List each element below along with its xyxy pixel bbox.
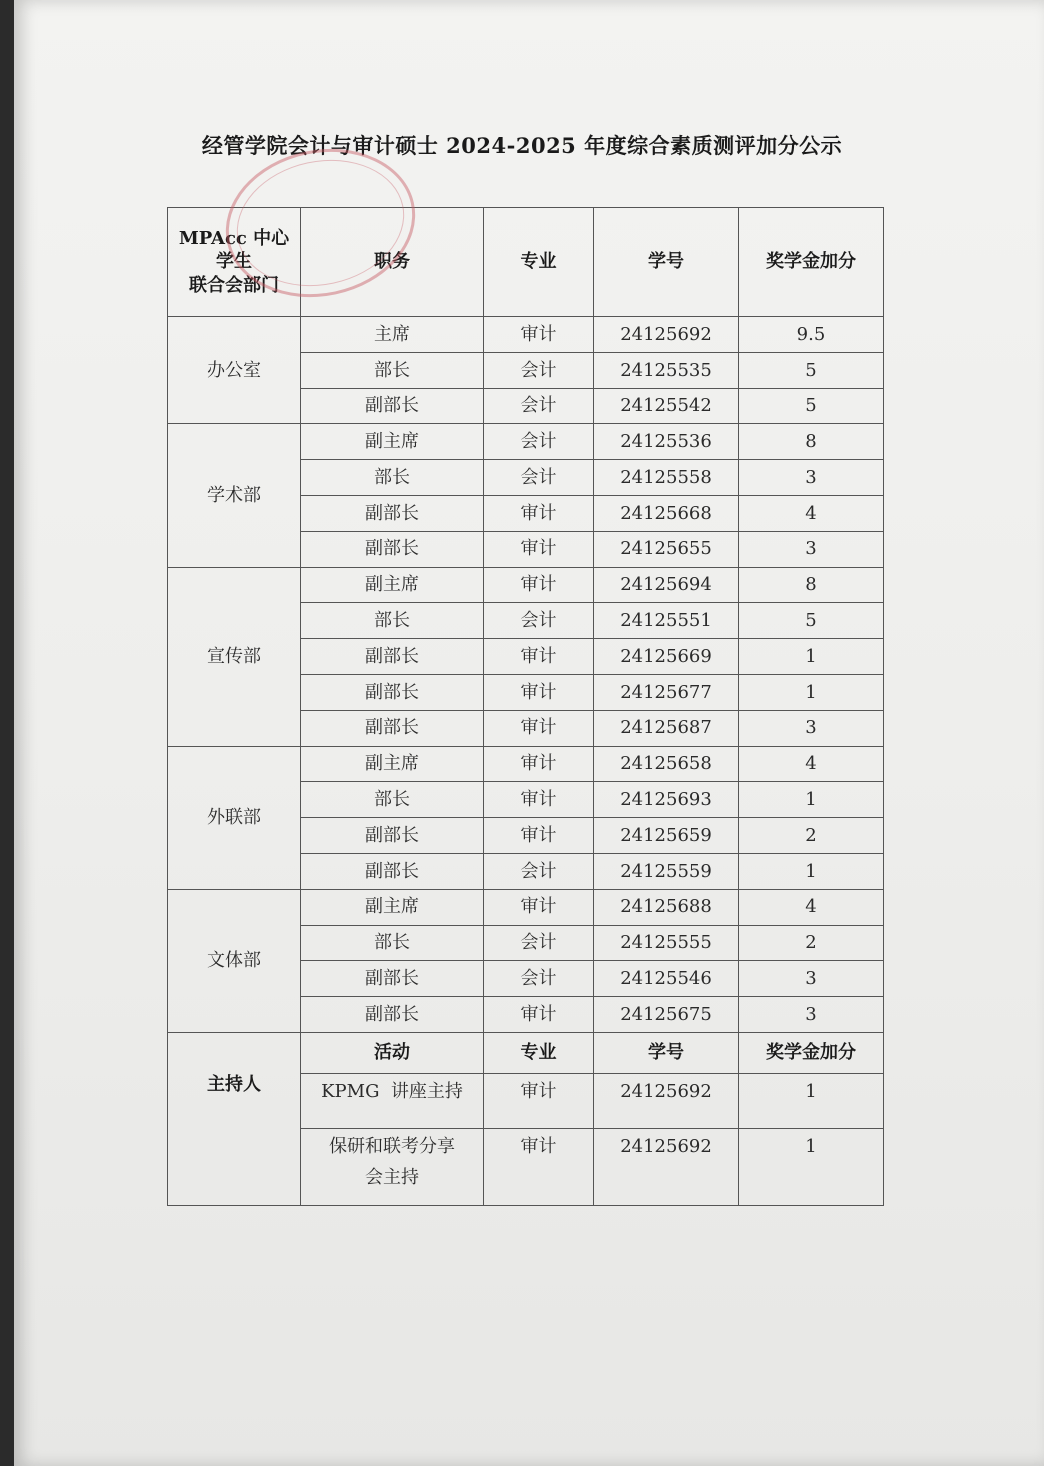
table-row xyxy=(168,889,884,925)
bonus-cell: 1 xyxy=(739,1128,884,1205)
bonus-cell: 2 xyxy=(739,818,884,854)
header-position: 职务 xyxy=(301,208,484,317)
department-name: 文体部 xyxy=(168,889,301,1032)
department-name: 办公室 xyxy=(168,317,301,424)
student-id-cell: 24125535 xyxy=(594,352,739,388)
position-cell: 副主席 xyxy=(301,746,484,782)
student-id-cell: 24125694 xyxy=(594,567,739,603)
position-cell: 副部长 xyxy=(301,853,484,889)
header-student-id: 学号 xyxy=(594,208,739,317)
bonus-cell: 4 xyxy=(739,889,884,925)
major-cell: 会计 xyxy=(484,961,594,997)
header-dept-line1: MPAcc 中心 xyxy=(178,227,290,249)
bonus-cell: 3 xyxy=(739,460,884,496)
header-activity: 活动 xyxy=(301,1032,484,1073)
major-cell: 审计 xyxy=(484,567,594,603)
host-header-row xyxy=(168,1032,884,1073)
department-name: 宣传部 xyxy=(168,567,301,746)
bonus-cell: 2 xyxy=(739,925,884,961)
department-name: 学术部 xyxy=(168,424,301,567)
activity-line2: 会主持 xyxy=(365,1167,419,1189)
student-id-cell: 24125559 xyxy=(594,853,739,889)
bonus-cell: 8 xyxy=(739,424,884,460)
host-label: 主持人 xyxy=(168,1032,301,1205)
position-cell: 部长 xyxy=(301,782,484,818)
position-cell: 副部长 xyxy=(301,531,484,567)
header-major: 专业 xyxy=(484,208,594,317)
bonus-cell: 3 xyxy=(739,710,884,746)
header-host-student-id: 学号 xyxy=(594,1032,739,1073)
bonus-cell: 5 xyxy=(739,388,884,424)
bonus-cell: 4 xyxy=(739,746,884,782)
header-bonus: 奖学金加分 xyxy=(739,208,884,317)
student-id-cell: 24125655 xyxy=(594,531,739,567)
major-cell: 审计 xyxy=(484,495,594,531)
student-id-cell: 24125536 xyxy=(594,424,739,460)
major-cell: 审计 xyxy=(484,889,594,925)
student-id-cell: 24125692 xyxy=(594,1128,739,1205)
bonus-cell: 4 xyxy=(739,495,884,531)
bonus-cell: 1 xyxy=(739,639,884,675)
position-cell: 主席 xyxy=(301,317,484,353)
position-cell: 副部长 xyxy=(301,961,484,997)
bonus-cell: 3 xyxy=(739,531,884,567)
major-cell: 审计 xyxy=(484,782,594,818)
major-cell: 审计 xyxy=(484,674,594,710)
student-id-cell: 24125693 xyxy=(594,782,739,818)
student-id-cell: 24125692 xyxy=(594,1073,739,1128)
header-dept-line3: 联合会部门 xyxy=(189,274,279,296)
table-header-row xyxy=(168,208,884,317)
position-cell: 副主席 xyxy=(301,567,484,603)
document-title: 经管学院会计与审计硕士 2024-2025 年度综合素质测评加分公示 xyxy=(201,133,843,158)
student-id-cell: 24125675 xyxy=(594,997,739,1033)
bonus-cell: 5 xyxy=(739,352,884,388)
student-id-cell: 24125555 xyxy=(594,925,739,961)
major-cell: 会计 xyxy=(484,424,594,460)
student-id-cell: 24125692 xyxy=(594,317,739,353)
table-row xyxy=(168,317,884,353)
header-host-bonus: 奖学金加分 xyxy=(739,1032,884,1073)
table-row xyxy=(168,567,884,603)
major-cell: 会计 xyxy=(484,460,594,496)
bonus-cell: 1 xyxy=(739,674,884,710)
bonus-cell: 1 xyxy=(739,782,884,818)
major-cell: 审计 xyxy=(484,997,594,1033)
student-id-cell: 24125668 xyxy=(594,495,739,531)
position-cell: 副部长 xyxy=(301,388,484,424)
activity-cell xyxy=(301,1073,484,1128)
bonus-cell: 1 xyxy=(739,1073,884,1128)
position-cell: 副部长 xyxy=(301,639,484,675)
table-row xyxy=(168,746,884,782)
activity-line1: 保研和联考分享 xyxy=(329,1135,455,1157)
header-dept-line2: 学生 xyxy=(216,251,252,273)
activity-line1: KPMG 讲座主持 xyxy=(321,1080,463,1102)
header-host-major: 专业 xyxy=(484,1032,594,1073)
bonus-cell: 5 xyxy=(739,603,884,639)
major-cell: 审计 xyxy=(484,1073,594,1128)
department-name: 外联部 xyxy=(168,746,301,889)
position-cell: 副主席 xyxy=(301,889,484,925)
position-cell: 副部长 xyxy=(301,674,484,710)
student-id-cell: 24125669 xyxy=(594,639,739,675)
position-cell: 副部长 xyxy=(301,997,484,1033)
major-cell: 审计 xyxy=(484,710,594,746)
major-cell: 会计 xyxy=(484,853,594,889)
position-cell: 部长 xyxy=(301,352,484,388)
major-cell: 审计 xyxy=(484,1128,594,1205)
student-id-cell: 24125687 xyxy=(594,710,739,746)
bonus-cell: 8 xyxy=(739,567,884,603)
header-department xyxy=(168,208,301,317)
major-cell: 会计 xyxy=(484,603,594,639)
major-cell: 审计 xyxy=(484,818,594,854)
student-id-cell: 24125558 xyxy=(594,460,739,496)
major-cell: 审计 xyxy=(484,639,594,675)
student-id-cell: 24125542 xyxy=(594,388,739,424)
major-cell: 会计 xyxy=(484,925,594,961)
position-cell: 部长 xyxy=(301,603,484,639)
student-id-cell: 24125659 xyxy=(594,818,739,854)
major-cell: 会计 xyxy=(484,388,594,424)
bonus-cell: 1 xyxy=(739,853,884,889)
student-id-cell: 24125688 xyxy=(594,889,739,925)
position-cell: 部长 xyxy=(301,925,484,961)
major-cell: 会计 xyxy=(484,352,594,388)
position-cell: 副部长 xyxy=(301,818,484,854)
student-id-cell: 24125551 xyxy=(594,603,739,639)
position-cell: 部长 xyxy=(301,460,484,496)
position-cell: 副部长 xyxy=(301,495,484,531)
bonus-table xyxy=(167,207,884,1206)
major-cell: 审计 xyxy=(484,746,594,782)
position-cell: 副部长 xyxy=(301,710,484,746)
bonus-cell: 9.5 xyxy=(739,317,884,353)
bonus-cell: 3 xyxy=(739,997,884,1033)
table-row xyxy=(168,424,884,460)
student-id-cell: 24125658 xyxy=(594,746,739,782)
activity-cell xyxy=(301,1128,484,1205)
student-id-cell: 24125677 xyxy=(594,674,739,710)
position-cell: 副主席 xyxy=(301,424,484,460)
major-cell: 审计 xyxy=(484,531,594,567)
bonus-cell: 3 xyxy=(739,961,884,997)
student-id-cell: 24125546 xyxy=(594,961,739,997)
major-cell: 审计 xyxy=(484,317,594,353)
